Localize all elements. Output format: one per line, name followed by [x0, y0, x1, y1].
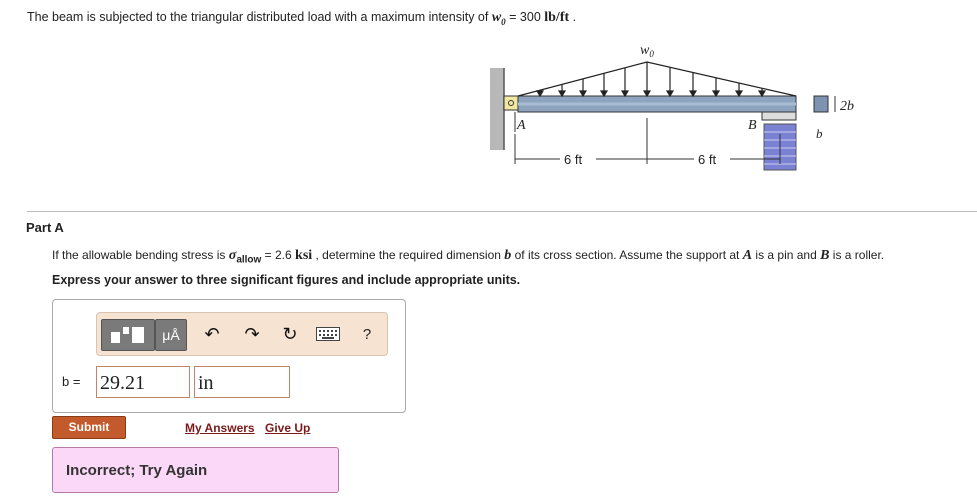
- cross-section: [814, 96, 828, 112]
- section-height-label: 2b: [840, 99, 854, 114]
- keyboard-icon: [316, 327, 340, 341]
- problem-end: .: [569, 10, 577, 24]
- templates-icon: [108, 325, 148, 345]
- dim-right-label: 6 ft: [698, 152, 717, 167]
- part-title: Part A: [26, 220, 64, 235]
- problem-statement: [27, 10, 576, 27]
- section-width-label: b: [816, 126, 823, 141]
- problem-text: The beam is subjected to the triangular distributed load with a maximum intensity of: [27, 10, 489, 24]
- pin-support: [504, 96, 518, 110]
- templates-button[interactable]: [101, 319, 155, 351]
- beam-figure: [480, 38, 880, 188]
- load-arrows: [537, 62, 765, 96]
- question-text: If the allowable bending stress is $\sigma_{allow} = 2.6$ ksi , determine the required dimension b of its cross section. Assume the support at A is a pin and B is a roller.: [52, 248, 885, 266]
- math-toolbar: [96, 312, 388, 356]
- units-button[interactable]: μÅ: [155, 319, 187, 351]
- redo-button[interactable]: ↷: [244, 323, 260, 344]
- feedback-text: Incorrect; Try Again: [66, 462, 208, 479]
- reset-button[interactable]: ↻: [282, 323, 298, 344]
- undo-button[interactable]: ↶: [204, 323, 220, 344]
- my-answers-link[interactable]: My Answers: [185, 421, 255, 435]
- load-variable: $w_0$: [491, 10, 506, 27]
- section-divider: [27, 211, 977, 212]
- roller-support: [762, 112, 796, 120]
- answer-unit-input[interactable]: in: [194, 366, 290, 398]
- dim-left-label: 6 ft: [564, 152, 583, 167]
- give-up-link[interactable]: Give Up: [265, 421, 311, 435]
- support-b-label: B: [748, 118, 757, 133]
- submit-button[interactable]: Submit: [52, 416, 126, 439]
- answer-value-input[interactable]: 29.21: [96, 366, 190, 398]
- load-equals: = 300: [505, 10, 545, 24]
- load-unit: lb/ft: [544, 10, 570, 25]
- keyboard-button[interactable]: [313, 319, 343, 349]
- load-label: $w_0$: [640, 43, 654, 59]
- support-a-label: A: [517, 118, 526, 133]
- answer-variable-label: b =: [62, 374, 81, 389]
- wall: [490, 68, 504, 150]
- help-button[interactable]: ?: [362, 325, 372, 343]
- answer-instruction: Express your answer to three significant figures and include appropriate units.: [52, 273, 521, 287]
